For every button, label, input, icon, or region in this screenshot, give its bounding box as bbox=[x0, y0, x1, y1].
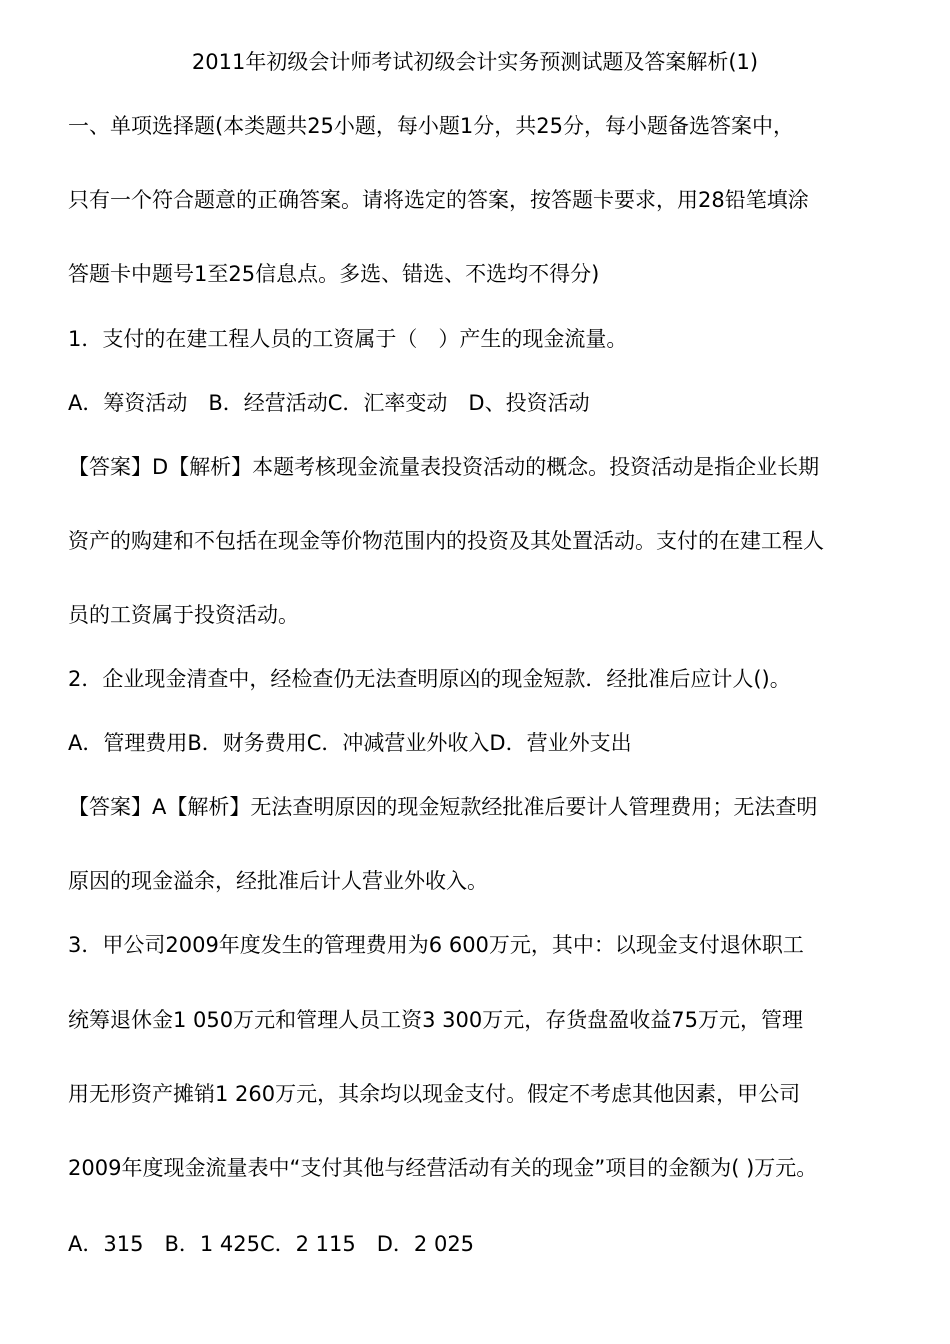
question-1-answer-line-3: 员的工资属于投资活动。 bbox=[68, 603, 299, 627]
question-2-answer-line-1: 【答案】A【解析】无法查明原因的现金短款经批准后要计人管理费用；无法查明 bbox=[68, 795, 818, 819]
question-3-text-line-4: 2009年度现金流量表中“支付其他与经营活动有关的现金”项目的金额为( )万元。 bbox=[68, 1156, 818, 1180]
section-heading-line-1: 一、单项选择题(本类题共25小题，每小题1分，共25分，每小题备选答案中， bbox=[68, 114, 794, 138]
question-1-answer-line-1: 【答案】D【解析】本题考核现金流量表投资活动的概念。投资活动是指企业长期 bbox=[68, 455, 820, 479]
question-3-text-line-3: 用无形资产摊销1 260万元，其余均以现金支付。假定不考虑其他因素，甲公司 bbox=[68, 1082, 801, 1106]
question-3-text-line-1: 3．甲公司2009年度发生的管理费用为6 600万元，其中：以现金支付退休职工 bbox=[68, 933, 804, 957]
question-1-text: 1．支付的在建工程人员的工资属于（ ）产生的现金流量。 bbox=[68, 327, 628, 351]
section-heading-line-2: 只有一个符合题意的正确答案。请将选定的答案，按答题卡要求，用28铅笔填涂 bbox=[68, 188, 809, 212]
document-title: 2011年初级会计师考试初级会计实务预测试题及答案解析(1) bbox=[191, 50, 759, 74]
question-2-answer-line-2: 原因的现金溢余，经批准后计人营业外收入。 bbox=[68, 869, 488, 893]
question-1-options: A．筹资活动 B．经营活动C．汇率变动 D、投资活动 bbox=[68, 391, 590, 415]
question-3-options: A．315 B．1 425C．2 115 D．2 025 bbox=[68, 1232, 475, 1256]
question-2-options: A．管理费用B．财务费用C．冲减营业外收入D．营业外支出 bbox=[68, 731, 632, 755]
question-1-answer-line-2: 资产的购建和不包括在现金等价物范围内的投资及其处置活动。支付的在建工程人 bbox=[68, 529, 824, 553]
question-3-text-line-2: 统筹退休金1 050万元和管理人员工资3 300万元，存货盘盈收益75万元，管理 bbox=[68, 1008, 803, 1032]
section-heading-line-3: 答题卡中题号1至25信息点。多选、错选、不选均不得分) bbox=[68, 262, 600, 286]
question-2-text: 2．企业现金清查中，经检查仍无法查明原凶的现金短款．经批准后应计人()。 bbox=[68, 667, 791, 691]
